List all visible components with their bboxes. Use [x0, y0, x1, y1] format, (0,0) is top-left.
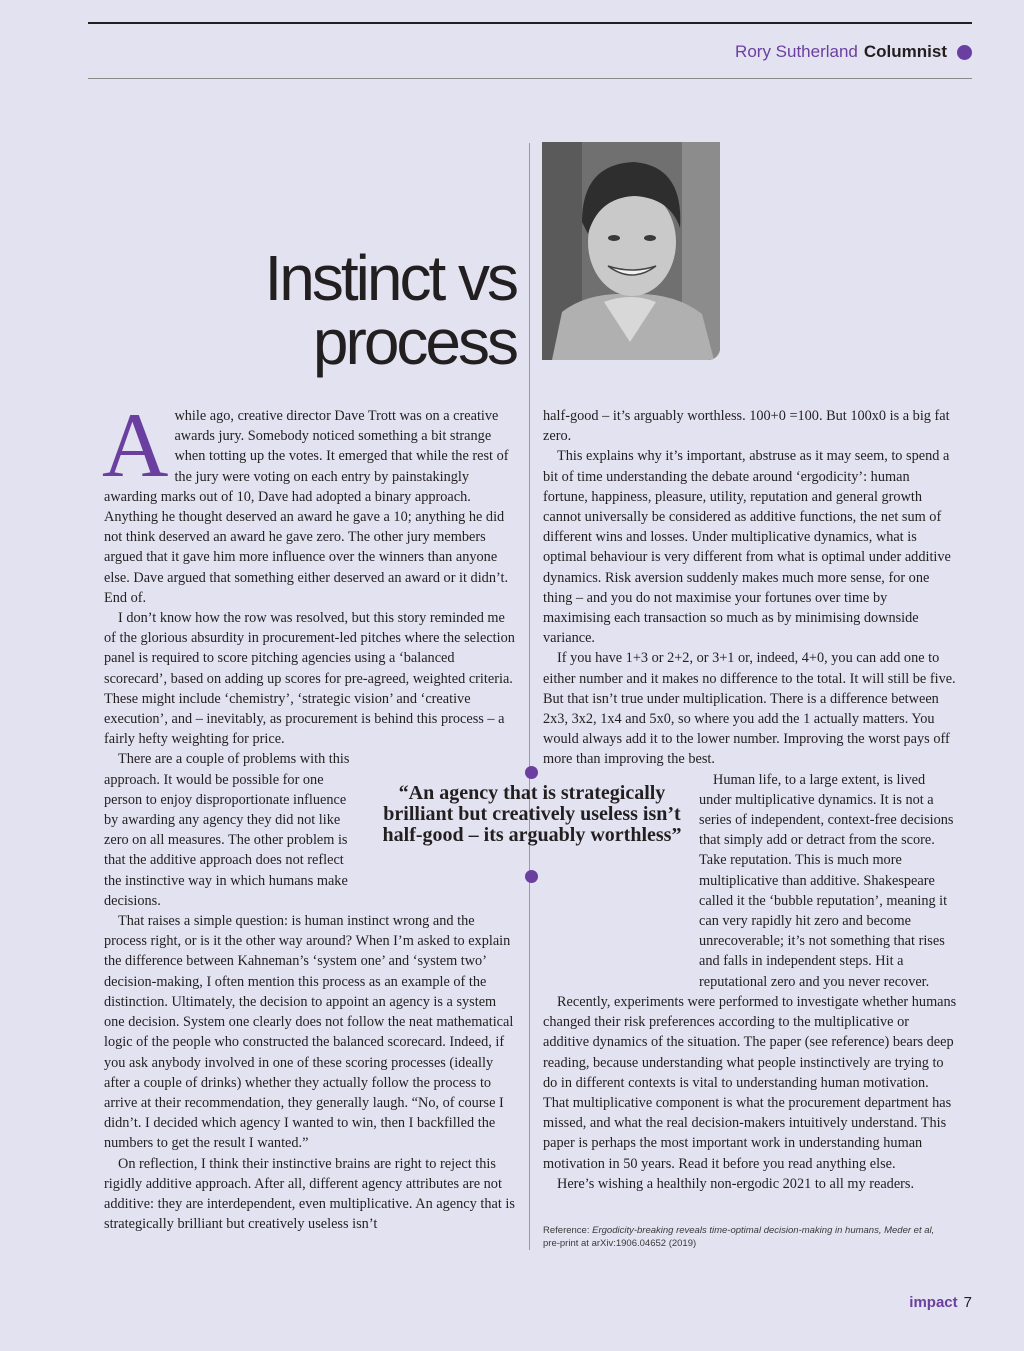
paragraph-1	[102, 394, 520, 608]
top-rule	[88, 22, 972, 24]
paragraph-9: Human life, to a large extent, is lived under multiplicative dynamics. It is not a series of independent, context-free decisions that simply add or detract from the score. Take reputation. This is much more multiplicative than additive. Shakespeare called it the ‘bubble reputation’, meaning it can very rapidly hit zero and become unrecoverable; it’s not something that rises and falls in independent steps. Hit a reputational zero and you never recover.	[699, 771, 954, 990]
column-label: Columnist	[863, 42, 947, 61]
reference-note	[543, 1224, 963, 1250]
page-number: 7	[963, 1294, 972, 1311]
paragraph-7: This explains why it’s important, abstruse as it may seem, to spend a bit of time understanding the debate around ‘ergodicity’: human fortune, happiness, pleasure, utility, reputation and general growth cannot universally be considered as additive functions, the net sum of different wins and losses. Under multiplicative dynamics, what is optimal behaviour is very different from what is optimal under additive dynamics. Risk aversion suddenly makes much more sense, for one thing – and you do not maximise your fortunes over time by maximising each transaction so much as by minimising downside variance.	[543, 448, 951, 647]
paragraph-1-text: while ago, creative director Dave Trott was on a creative awards jury. Somebody noticed something a bit strange when totting up the votes. It emerged that while the rest of the jury were voting on each entry by painstakingly awarding marks out of 10, Dave had adopted a binary approach. Anything he thought deserved an award he gave a 10; anything he did not think deserved an award he gave zero. The other jury members argued that it gave him more influence over the winners than anyone else. Dave argued that something either deserved an award or it didn’t. End of.	[104, 408, 509, 606]
reference-label: Reference:	[543, 1225, 590, 1236]
column-header	[735, 40, 972, 64]
paragraph-3: There are a couple of problems with this approach. It would be possible for one person to enjoy disproportionate influence by awarding any agency they did not like zero on all measures. The other problem is that the additive approach does not reflect the instinctive way in which humans make decisions.	[104, 751, 350, 909]
paragraph-4: That raises a simple question: is human instinct wrong and the process right, or is it the other way around? When I’m asked to explain the difference between Kahneman’s ‘system one’ and ‘system two’ decision-making, I often mention this process as an example of the distinction. Ultimately, the decision to appoint an agency is a system one decision. System one clearly does not follow the neat mathematical logic of the people who constructed the balanced scorecard. Indeed, if you ask anybody involved in one of these scoring processes (ideally after a couple of drinks) whether they actually follow the process to arrive at their recommendation, they generally laugh. “No, of course I didn’t. I decided which agency I wanted to win, then I backfilled the numbers to get the result I wanted.”	[104, 913, 514, 1152]
author-name: Rory Sutherland	[735, 42, 858, 61]
header-dot-icon	[957, 45, 972, 60]
reference-detail: pre-print at arXiv:1906.04652 (2019)	[543, 1238, 697, 1249]
article-title	[264, 242, 516, 378]
drop-cap: A	[102, 394, 169, 496]
paragraph-10: Recently, experiments were performed to investigate whether humans changed their risk preferences according to the multiplicative or additive dynamics of the situation. The paper (see reference) bears deep reading, because understanding what people instinctively are trying to do in different contexts is vital to understanding human motivation. That multiplicative component is what the procurement department has missed, and what the real decision-makers intuitively understand. This paper is perhaps the most important work in understanding human motivation in 50 years. Read it before you read anything else.	[543, 993, 957, 1172]
pull-quote-bottom-dot-icon	[525, 870, 538, 883]
title-line-2: process	[312, 306, 516, 378]
paragraph-8: If you have 1+3 or 2+2, or 3+1 or, indeed, 4+0, you can add one to either number and it makes no difference to the total. It will still be five. But that isn’t true under multiplication. There is a difference between 2x3, 3x2, 1x4 and 5x0, so where you add the 1 actually matters. You would always add it to the lower number. Improving the worst pays off more than improving the best.	[543, 650, 956, 768]
portrait-illustration	[542, 142, 720, 360]
pull-quote: “An agency that is strategically brilliant but creatively useless isn’t half-good – its arguably worthless”	[382, 782, 682, 846]
pull-quote-top-dot-icon	[525, 766, 538, 779]
paragraph-6: half-good – it’s arguably worthless. 100+0 =100. But 100x0 is a big fat zero.	[543, 408, 950, 445]
paragraph-5: On reflection, I think their instinctive brains are right to reject this rigidly additive approach. After all, different agency attributes are not additive: they are interdependent, even multiplicative. An agency that is strategically brilliant but creatively useless isn’t	[104, 1155, 515, 1233]
page-footer	[909, 1294, 972, 1311]
reference-title: Ergodicity-breaking reveals time-optimal decision-making in humans, Meder et al,	[592, 1225, 935, 1236]
paragraph-11: Here’s wishing a healthily non-ergodic 2021 to all my readers.	[557, 1175, 915, 1192]
magazine-logo: impact	[909, 1294, 958, 1311]
author-portrait	[542, 142, 720, 360]
header-rule	[88, 78, 972, 79]
column-divider	[529, 143, 530, 1250]
paragraph-2: I don’t know how the row was resolved, but this story reminded me of the glorious absurdity in procurement-led pitches where the selection panel is required to score pitching agencies using a ‘balanced scorecard’, based on adding up scores for pre-agreed, weighted criteria. These might include ‘chemistry’, ‘strategic vision’ and ‘creative execution’, and – inevitably, as procurement is behind this process – a fairly hefty weighting for price.	[104, 610, 515, 748]
title-line-1: Instinct vs	[264, 242, 516, 314]
